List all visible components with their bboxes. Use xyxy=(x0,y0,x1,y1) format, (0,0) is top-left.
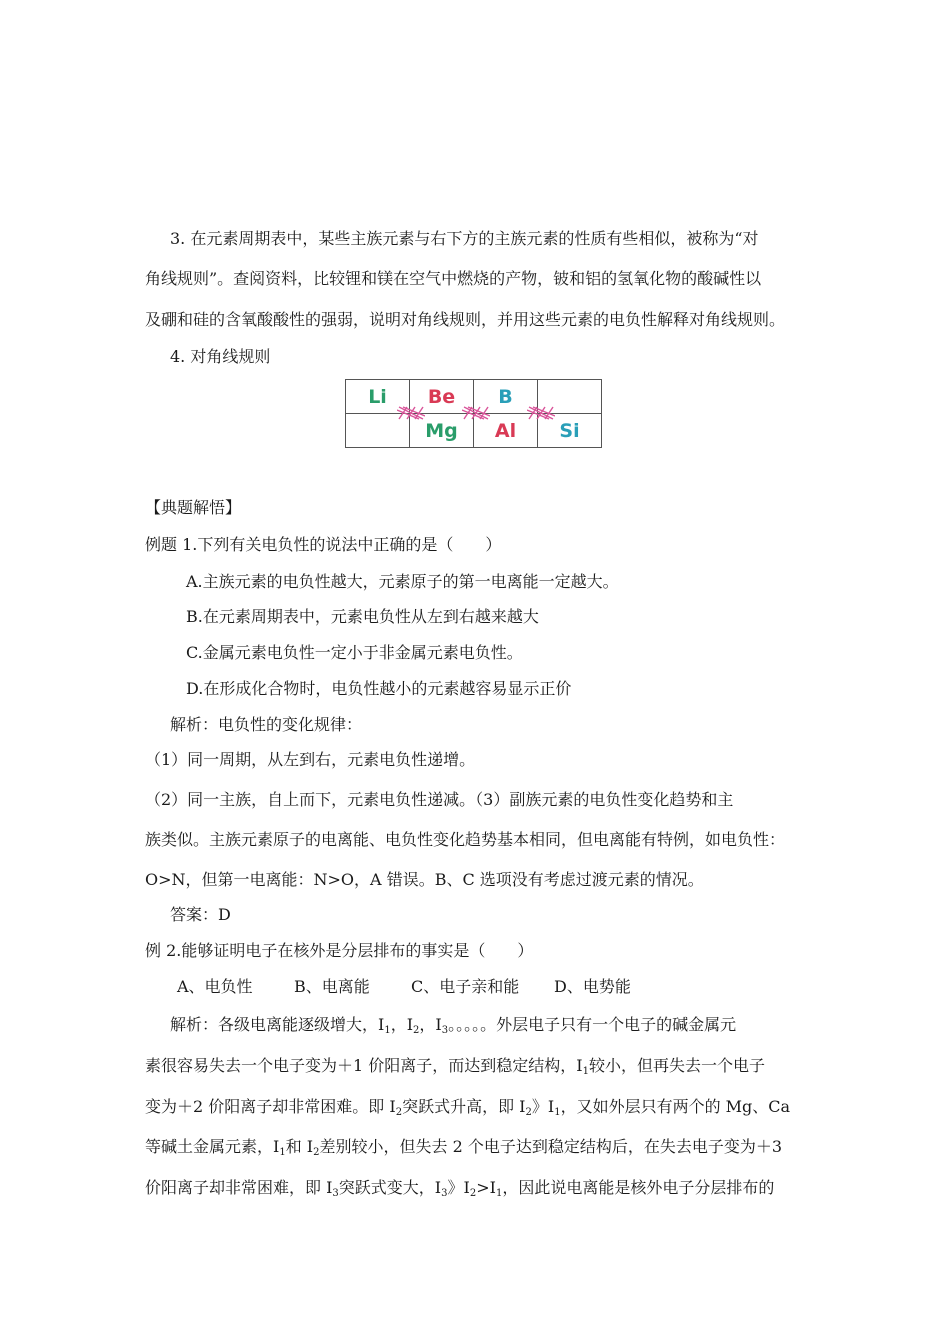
ex2-analysis-line-5: 价阳离子却非常困难，即 $I_3$突跃式变大，$I_3$》$I_2>I_1$，因此说电离能是核外电子分层排布的 xyxy=(145,1178,775,1199)
ex1-option-b: B.在元素周期表中，元素电负性从左到右越来越大 xyxy=(186,607,539,626)
ex2-analysis-line-4: 等碱土金属元素，$I_1$和 $I_2$差别较小，但失去 2 个电子达到稳定结构后，在失去电子变为＋3 xyxy=(145,1137,783,1158)
diagonal-hatch-2 xyxy=(462,406,490,420)
ex1-answer: 答案：D xyxy=(170,905,231,924)
ex1-option-c: C.金属元素电负性一定小于非金属元素电负性。 xyxy=(186,643,523,662)
cell-si: Si xyxy=(538,414,602,448)
cell-be: Be xyxy=(410,380,474,414)
cell-b: B xyxy=(474,380,538,414)
ex2-option-c: C、电子亲和能 xyxy=(411,977,520,996)
ex1-question: 例题 1.下列有关电负性的说法中正确的是（ ） xyxy=(145,535,502,554)
diagonal-rule-table xyxy=(345,379,602,448)
p3-line-1: 3. 在元素周期表中，某些主族元素与右下方的主族元素的性质有些相似，被称为“对 xyxy=(170,229,759,248)
ex1-rule-1: （1）同一周期，从左到右，元素电负性递增。 xyxy=(145,750,476,769)
p4-heading: 4. 对角线规则 xyxy=(170,347,271,366)
ex1-rule-2: （2）同一主族，自上而下，元素电负性递减。（3）副族元素的电负性变化趋势和主 xyxy=(145,790,734,809)
ex2-analysis-line-1: 解析：各级电离能逐级增大，$I_1$，$I_2$，$I_3$。。。。。外层电子只有一个电子的碱金属元 xyxy=(170,1015,737,1036)
cell-li: Li xyxy=(346,380,410,414)
ex1-analysis-title: 解析：电负性的变化规律： xyxy=(170,715,363,734)
diagonal-hatch-1 xyxy=(397,406,425,420)
ex1-option-d: D.在形成化合物时，电负性越小的元素越容易显示正价 xyxy=(186,679,572,698)
ex2-question: 例 2.能够证明电子在核外是分层排布的事实是（ ） xyxy=(145,941,534,960)
ex2-option-a: A、电负性 xyxy=(177,977,253,996)
p3-line-3: 及硼和硅的含氧酸酸性的强弱，说明对角线规则，并用这些元素的电负性解释对角线规则。 xyxy=(145,310,786,329)
section-title: 【典题解悟】 xyxy=(145,498,242,517)
cell-mg: Mg xyxy=(410,414,474,448)
ex1-option-a: A.主族元素的电负性越大，元素原子的第一电离能一定越大。 xyxy=(186,572,619,591)
ex1-rule-3: 族类似。主族元素原子的电离能、电负性变化趋势基本相同，但电离能有特例，如电负性： xyxy=(145,830,786,849)
ex2-analysis-line-2: 素很容易失去一个电子变为＋1 价阳离子，而达到稳定结构，$I_1$较小，但再失去一个电子 xyxy=(145,1056,765,1077)
ex2-option-b: B、电离能 xyxy=(294,977,370,996)
diagonal-hatch-3 xyxy=(527,406,555,420)
p3-line-2: 角线规则”。查阅资料，比较锂和镁在空气中燃烧的产物，铍和铝的氢氧化物的酸碱性以 xyxy=(145,269,762,288)
ex1-rule-4: O>N，但第一电离能：N>O，A 错误。B、C 选项没有考虑过渡元素的情况。 xyxy=(145,870,704,889)
ex2-analysis-line-3: 变为＋2 价阳离子却非常困难。即 $I_2$突跃式升高，即 $I_2$》$I_1$，又如外层只有两个的 Mg、Ca xyxy=(145,1097,791,1118)
cell-al: Al xyxy=(474,414,538,448)
ex2-option-d: D、电势能 xyxy=(554,977,631,996)
